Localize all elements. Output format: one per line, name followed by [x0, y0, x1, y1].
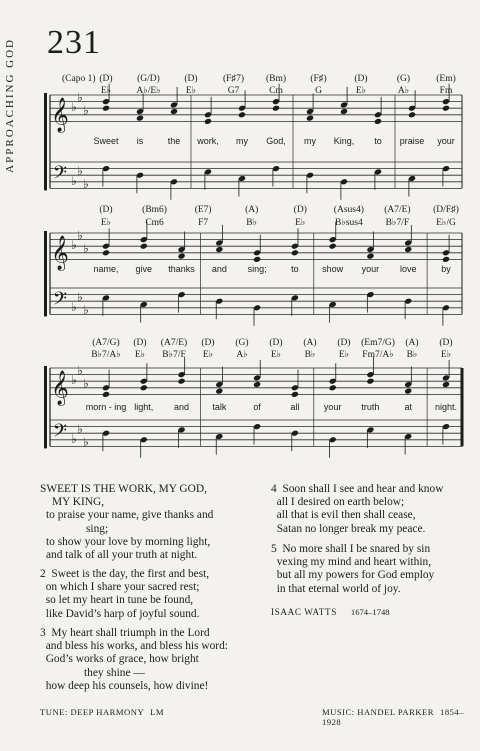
flat-icon: ♭ — [83, 103, 89, 118]
lyric-syllable: night. — [434, 402, 458, 412]
verse-number: 3 — [40, 627, 46, 639]
capo-chord: (D) — [133, 338, 147, 348]
system-brace — [44, 231, 47, 316]
alto-note — [215, 246, 223, 253]
lyric-syllable: name, — [93, 264, 119, 274]
lyric-syllable: morn - ing — [85, 402, 127, 412]
chord-symbol: F7 — [198, 218, 209, 228]
bass-clef-icon: 𝄢 — [52, 161, 68, 187]
chord-symbol: Fm — [439, 86, 453, 96]
author-dates: 1674–1748 — [350, 607, 390, 617]
capo-chord: (G) — [396, 74, 411, 84]
capo-chord: (G/D) — [137, 74, 160, 84]
flat-icon: ♭ — [83, 303, 89, 318]
lyric-syllable: love — [399, 264, 417, 274]
chord-symbol: A♭ — [397, 86, 410, 96]
flat-icon: ♭ — [77, 90, 83, 105]
alto-note — [272, 105, 280, 112]
alto-note — [253, 381, 261, 388]
verse-1-text: SWEET IS THE WORK, MY GOD, MY KING, to praise your name, give thanks and sing; to show your love by morning light, and talk of all your truth at night. — [40, 483, 214, 562]
flat-icon: ♭ — [77, 363, 83, 378]
capo-chord: (D) — [439, 338, 453, 348]
alto-note — [204, 118, 212, 125]
verse-number: 4 — [271, 483, 277, 495]
lyric-syllable: thanks — [168, 264, 195, 274]
alto-note — [291, 249, 299, 256]
lyric-syllable: at — [404, 402, 412, 412]
flat-icon: ♭ — [83, 177, 89, 192]
lyric-syllable: your — [323, 402, 342, 412]
flat-icon: ♭ — [71, 100, 77, 115]
alto-note — [366, 253, 374, 260]
chord-symbol: E♭/G — [436, 218, 456, 228]
chord-symbol: Cm6 — [145, 218, 164, 228]
chord-symbol: E♭ — [100, 218, 112, 228]
treble-clef-icon: 𝄞 — [51, 236, 69, 270]
capo-chord: (Bm) — [265, 74, 287, 84]
lyric-syllable: God, — [266, 136, 286, 146]
flat-icon: ♭ — [83, 376, 89, 391]
alto-note — [253, 256, 261, 263]
lyric-syllable: give — [135, 264, 153, 274]
lyric-syllable: King, — [333, 136, 355, 146]
chord-symbol: B♭ — [246, 218, 258, 228]
flat-icon: ♭ — [71, 431, 77, 446]
capo-chord: (D/F♯) — [433, 205, 459, 215]
chord-symbol: E♭ — [295, 218, 306, 228]
capo-chord: (A) — [245, 205, 259, 215]
flat-icon: ♭ — [71, 373, 77, 388]
alto-note — [404, 388, 412, 395]
alto-note — [374, 118, 382, 125]
alto-note — [329, 243, 337, 250]
chord-symbol: B♭7/A♭ — [91, 350, 121, 360]
capo-chord: (Asus4) — [333, 205, 364, 215]
system-brace — [44, 366, 47, 448]
verse-3: 3 My heart shall triumph in the Lord and bless his works, and bless his word: God’s works of grace, how bright they shine — how deep his counsels, how divine! — [40, 627, 228, 692]
chord-symbol: B♭ — [406, 350, 418, 360]
chord-symbol: E♭ — [440, 350, 452, 360]
music-credit: MUSIC: HANDEL PARKER 1854–1928 — [322, 707, 465, 727]
lyric-syllable: the — [167, 136, 181, 146]
flat-icon: ♭ — [71, 238, 77, 253]
alto-note — [170, 108, 178, 115]
chord-symbol: E♭ — [100, 86, 112, 96]
lyric-syllable: show — [322, 264, 344, 274]
capo-chord: (D) — [184, 74, 198, 84]
chord-symbol: E♭ — [134, 350, 146, 360]
chord-symbol: B♭sus4 — [334, 218, 363, 228]
flat-icon: ♭ — [83, 241, 89, 256]
chord-symbol: G — [315, 86, 322, 96]
alto-note — [102, 105, 110, 112]
alto-note — [404, 246, 412, 253]
capo-chord: (A7/E) — [160, 338, 188, 348]
capo-chord: (A7/E) — [384, 205, 411, 215]
chord-symbol: B♭ — [304, 350, 316, 360]
chord-symbol: A♭/E♭ — [136, 86, 161, 96]
capo-chord: (A) — [405, 338, 419, 348]
capo-chord: (Em7/G) — [361, 338, 395, 348]
chord-symbol: E♭ — [338, 350, 350, 360]
capo-chord: (D) — [201, 338, 215, 348]
chord-symbol: Cm — [269, 86, 283, 96]
bass-clef-icon: 𝄢 — [52, 419, 68, 445]
chord-symbol: E♭ — [185, 86, 197, 96]
section-label: APPROACHING GOD — [4, 38, 16, 173]
chord-symbol: E♭ — [355, 86, 367, 96]
alto-note — [329, 384, 337, 391]
lyric-syllable: truth — [361, 402, 380, 412]
lyric-syllable: my — [304, 136, 316, 146]
lyric-syllable: of — [253, 402, 261, 412]
chord-symbol: B♭7/F — [385, 218, 410, 228]
alto-note — [442, 256, 450, 263]
alto-note — [136, 115, 144, 122]
alto-note — [306, 115, 314, 122]
lyric-syllable: and — [174, 402, 190, 412]
verse-5: 5 No more shall I be snared by sin vexing my mind and heart within, but all my powers for God employ in that eternal world of joy. — [271, 543, 435, 595]
chord-symbol: B♭7/F — [162, 350, 186, 360]
capo-label: (Capo 1) — [62, 74, 96, 84]
flat-icon: ♭ — [71, 173, 77, 188]
alto-note — [291, 391, 299, 398]
flat-icon: ♭ — [77, 421, 83, 436]
chord-symbol: A♭ — [236, 350, 248, 360]
capo-chord: (D) — [337, 338, 351, 348]
lyric-syllable: is — [136, 136, 144, 146]
lyric-syllable: your — [437, 136, 455, 146]
capo-chord: (A) — [303, 338, 317, 348]
lyric-syllable: Sweet — [93, 136, 119, 146]
lyric-syllable: to — [291, 264, 299, 274]
capo-chord: (G) — [235, 338, 249, 348]
chord-symbol: E♭ — [202, 350, 214, 360]
capo-chord: (D) — [99, 205, 113, 215]
lyric-syllable: my — [236, 136, 248, 146]
capo-chord: (D) — [99, 74, 113, 84]
alto-note — [140, 243, 148, 250]
treble-clef-icon: 𝄞 — [51, 98, 69, 132]
capo-chord: (D) — [269, 338, 283, 348]
verse-1 — [40, 483, 260, 562]
capo-chord: (D) — [354, 74, 368, 84]
lyric-syllable: your — [361, 264, 380, 274]
lyric-syllable: work, — [197, 136, 219, 146]
hymn-number: 231 — [47, 24, 101, 61]
flat-icon: ♭ — [77, 163, 83, 178]
lyric-syllable: and — [211, 264, 227, 274]
alto-note — [178, 378, 186, 385]
capo-chord: (Bm6) — [142, 205, 167, 215]
verse-4: 4 Soon shall I see and hear and know all I desired on earth below; all that is evil then shall cease, Satan no longer break my peace. — [271, 483, 444, 535]
lyric-syllable: by — [441, 264, 451, 274]
flat-icon: ♭ — [77, 289, 83, 304]
verse-2: 2 Sweet is the day, the first and best, on which I share your sacred rest; so let my heart in tune be found, like David’s harp of joyful sound. — [40, 568, 210, 620]
flat-icon: ♭ — [77, 228, 83, 243]
capo-chord: (E7) — [194, 205, 212, 215]
lyric-syllable: praise — [399, 136, 425, 146]
alto-note — [340, 108, 348, 115]
capo-chord: (A7/G) — [92, 338, 120, 348]
verse-number: 2 — [40, 568, 46, 580]
author-credit — [271, 602, 390, 620]
capo-chord: (D) — [293, 205, 307, 215]
lyric-syllable: to — [374, 136, 382, 146]
lyric-syllable: light, — [134, 402, 154, 412]
alto-note — [102, 249, 110, 256]
verse-number: 5 — [271, 543, 277, 555]
chord-symbol: G7 — [227, 86, 240, 96]
capo-chord: (F♯) — [310, 74, 327, 84]
lyric-syllable: all — [290, 402, 300, 412]
flat-icon: ♭ — [83, 435, 89, 450]
author-name: ISAAC WATTS — [271, 607, 337, 617]
alto-note — [102, 391, 110, 398]
alto-note — [215, 388, 223, 395]
alto-note — [442, 105, 450, 112]
alto-note — [442, 381, 450, 388]
alto-note — [408, 111, 416, 118]
alto-note — [366, 378, 374, 385]
alto-note — [140, 384, 148, 391]
alto-note — [178, 253, 186, 260]
flat-icon: ♭ — [71, 299, 77, 314]
system-brace — [44, 93, 47, 190]
capo-chord: (F♯7) — [222, 74, 245, 84]
treble-clef-icon: 𝄞 — [51, 371, 69, 405]
bass-clef-icon: 𝄢 — [52, 287, 68, 313]
capo-chord: (Em) — [436, 74, 456, 84]
lyric-syllable: talk — [212, 402, 227, 412]
chord-symbol: Fm7/A♭ — [362, 350, 394, 360]
alto-note — [238, 111, 246, 118]
lyric-syllable: sing; — [247, 264, 267, 274]
tune-credit: TUNE: DEEP HARMONY LM — [40, 707, 165, 717]
chord-symbol: E♭ — [270, 350, 282, 360]
